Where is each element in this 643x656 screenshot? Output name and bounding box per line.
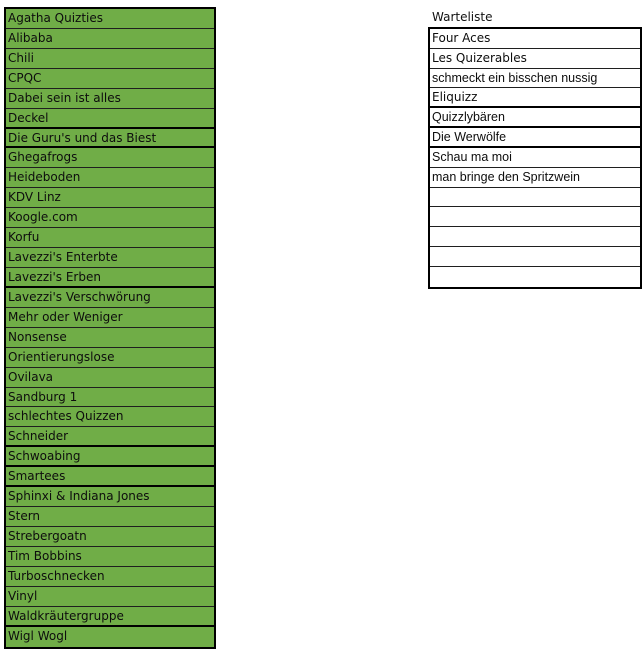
team-row[interactable]: Alibaba: [6, 29, 214, 49]
team-row[interactable]: Vinyl: [6, 587, 214, 607]
team-row[interactable]: Lavezzi's Enterbte: [6, 248, 214, 268]
team-row[interactable]: Koogle.com: [6, 208, 214, 228]
team-row[interactable]: Schneider: [6, 427, 214, 447]
waitlist-row[interactable]: [430, 207, 640, 227]
team-row[interactable]: Ghegafrogs: [6, 148, 214, 168]
team-row[interactable]: KDV Linz: [6, 188, 214, 208]
waitlist-row[interactable]: Quizzlybären: [430, 108, 640, 128]
team-row[interactable]: Agatha Quizties: [6, 9, 214, 29]
waitlist-row[interactable]: Eliquizz: [430, 88, 640, 108]
waitlist-row[interactable]: [430, 247, 640, 267]
waitlist-table: [428, 27, 642, 289]
team-row[interactable]: Dabei sein ist alles: [6, 89, 214, 109]
waitlist-row[interactable]: Four Aces: [430, 29, 640, 49]
team-row[interactable]: Korfu: [6, 228, 214, 248]
team-row[interactable]: Tim Bobbins: [6, 547, 214, 567]
team-row[interactable]: Sandburg 1: [6, 388, 214, 408]
team-row[interactable]: CPQC: [6, 69, 214, 89]
team-row[interactable]: Schwoabing: [6, 447, 214, 467]
team-row[interactable]: Die Guru's und das Biest: [6, 129, 214, 149]
waitlist-row[interactable]: Die Werwölfe: [430, 128, 640, 148]
waitlist-title: Warteliste: [432, 10, 493, 24]
team-row[interactable]: Smartees: [6, 467, 214, 487]
team-list: [4, 7, 216, 649]
waitlist-row[interactable]: Les Quizerables: [430, 49, 640, 69]
team-row[interactable]: Orientierungslose: [6, 348, 214, 368]
team-row[interactable]: Strebergoatn: [6, 527, 214, 547]
team-row[interactable]: Ovilava: [6, 368, 214, 388]
team-row[interactable]: Mehr oder Weniger: [6, 308, 214, 328]
team-row[interactable]: Stern: [6, 507, 214, 527]
team-row[interactable]: Wigl Wogl: [8, 628, 68, 643]
team-row[interactable]: schlechtes Quizzen: [6, 407, 214, 427]
team-row[interactable]: Heideboden: [6, 168, 214, 188]
team-row[interactable]: Lavezzi's Erben: [6, 268, 214, 288]
team-row[interactable]: Sphinxi & Indiana Jones: [6, 487, 214, 507]
waitlist-row[interactable]: schmeckt ein bisschen nussig: [430, 69, 640, 89]
team-row[interactable]: Waldkräutergruppe: [6, 607, 214, 627]
waitlist-row[interactable]: man bringe den Spritzwein: [430, 168, 640, 188]
waitlist-row[interactable]: Schau ma moi: [430, 148, 640, 168]
team-row[interactable]: Deckel: [6, 109, 214, 129]
waitlist-row[interactable]: [430, 227, 640, 247]
team-row[interactable]: Turboschnecken: [6, 567, 214, 587]
team-row[interactable]: Lavezzi's Verschwörung: [6, 288, 214, 308]
team-row[interactable]: Nonsense: [6, 328, 214, 348]
waitlist-row[interactable]: [430, 267, 640, 287]
waitlist-row[interactable]: [430, 188, 640, 208]
team-row[interactable]: Chili: [6, 49, 214, 69]
